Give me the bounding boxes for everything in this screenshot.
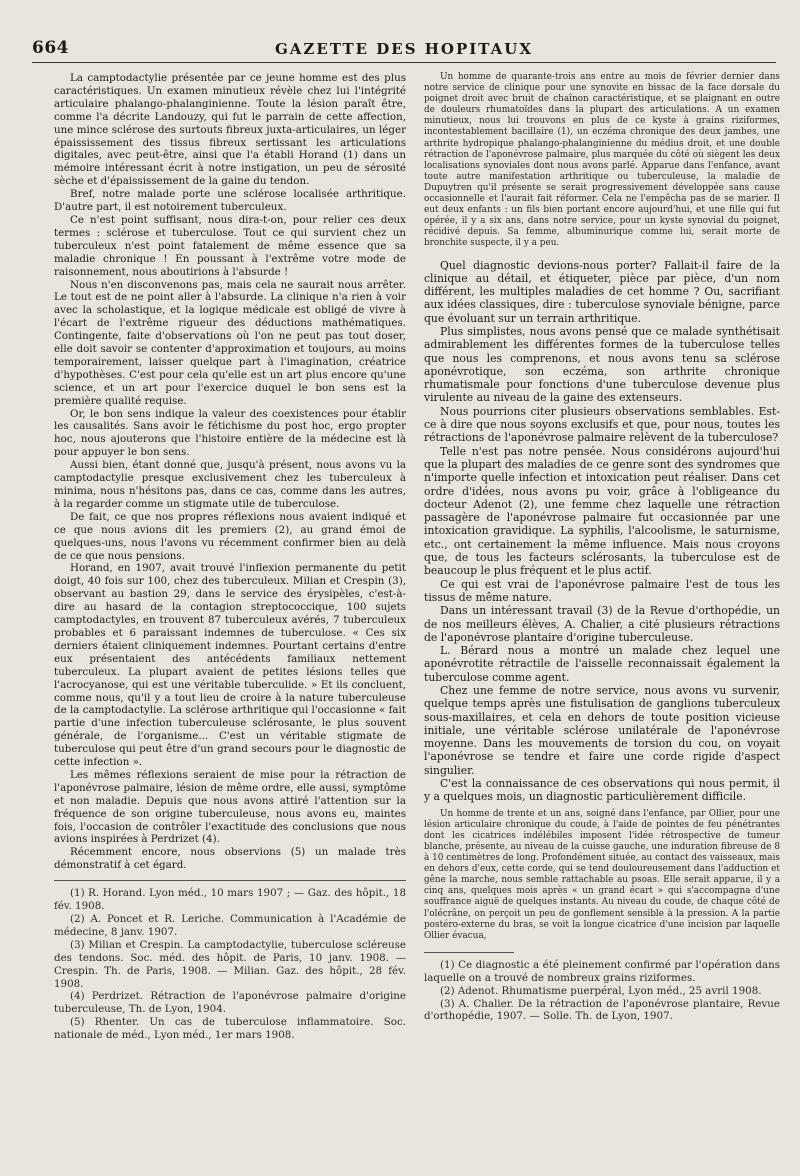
footnote: (1) R. Horand. Lyon méd., 10 mars 1907 ; — Gaz. des hôpit., 18 fév. 1908. [54,887,406,913]
footnote: (3) Milian et Crespin. La camptodactylie, tuberculose scléreuse des tendons. Soc. méd. des hôpit. de Paris, 10 janv. 1908. — Crespin. Th. de Paris, 1908. — Milian. Gaz. des hôpit., 28 fév. 1908. [54,938,406,990]
paragraph: Telle n'est pas notre pensée. Nous considérons aujourd'hui que la plupart des maladies de ce genre sont des syndromes que n'importe quelle infection et intoxication peut réaliser. Dans cet ordre d'idées, nous avons pu voir, grâce à l'obligeance du docteur Adenot (2), une femme chez laquelle une rétraction passagère de l'aponévrose palmaire fut occasionnée par une intoxication gravidique. La syphilis, l'alcoolisme, le saturnisme, etc., ont certainement la même influence. Mais nous croyons que, de tous les facteurs sclérosants, la tuberculose est de beaucoup le plus fréquent et le plus actif. [424,444,780,578]
footnote: (2) Adenot. Rhumatisme puerpéral, Lyon méd., 25 avril 1908. [440,984,762,997]
paragraph: Ce qui est vrai de l'aponévrose palmaire l'est de tous les tissus de même nature. [424,577,780,604]
footnote: (1) Ce diagnostic a été pleinement confirmé par l'opération dans laquelle on a trouvé de nombreux grains riziformes. [424,958,780,984]
page-number: 664 [32,38,69,58]
footnote: (2) A. Poncet et R. Leriche. Communication à l'Académie de médecine, 8 janv. 1907. [54,913,406,938]
paragraph: Bref, notre malade porte une sclérose localisée arthritique. D'autre part, il est notoirement tuberculeux. [54,188,406,214]
paragraph: Horand, en 1907, avait trouvé l'inflexion permanente du petit doigt, 40 fois sur 100, chez des tuberculeux. Milian et Crespin (3), observant au bastion 29, dans le service des érysipèles, c'est-à-dire au hasard de la contagion streptococcique, 100 sujets camptodactyles, en trouvent 87 tuberculeux avérés, 7 tuberculeux probables et 6 paraissant indemnes de tuberculose. « Ces six derniers étaient cliniquement indemnes. Pourtant certains d'entre eux présentaient des antécédents familiaux nettement tuberculeux. La plupart avaient de petites lésions telles que l'acrocyanose, qui est une véritable tuberculide. » Et ils concluent, comme nous, qu'il y a tout lieu de croire à la nature tuberculeuse de la camptodactylie. La sclérose arthritique qui l'occasionne « fait partie d'une infection tuberculeuse sclérosante, le plus souvent générale, de l'organisme... C'est un véritable stigmate de tuberculose qui peut être d'un grand secours pour le diagnostic de cette infection ». [54,562,406,769]
journal-title: GAZETTE DES HOPITAUX [274,40,533,58]
paragraph: Ce n'est point suffisant, nous dira-t-on, pour relier ces deux termes : sclérose et tuberculose. Tout ce qui survient chez un tuberculeux n'est point fatalement de même essence que sa maladie chronique ! En poussant à l'extrême votre mode de raisonnement, nous aboutirions à l'absurde ! [54,213,406,278]
paragraph: Or, le bon sens indique la valeur des coexistences pour établir les causalités. Sans avoir le fétichisme du post hoc, ergo propter hoc, nous ajouterons que l'histoire entière de la médecine est là pour appuyer le bon sens. [54,407,406,459]
paragraph: Aussi bien, étant donné que, jusqu'à présent, nous avons vu la camptodactylie presque exclusivement chez les tuberculeux à minima, nous n'hésitons pas, dans ce cas, comme dans les autres, à la regarder comme un stigmate utile de tuberculose. [54,459,406,510]
page-header [32,36,776,63]
paragraph: Récemment encore, nous observions (5) un malade très démonstratif à cet égard. [54,846,406,872]
paragraph: Les mêmes réflexions seraient de mise pour la rétraction de l'aponévrose palmaire, lésion de même ordre, elle aussi, symptôme et non maladie. Depuis que nous avons attiré l'attention sur la fréquence de son origine tuberculeuse, nous avons eu, maintes fois, l'occasion de contrôler l'exactitude des conclusions que nous avions inspirées à Perdrizet (4). [54,768,406,846]
paragraph: Dans un intéressant travail (3) de la Revue d'orthopédie, un de nos meilleurs élèves, A. Chalier, a cité plusieurs rétractions de l'aponévrose plantaire d'origine tuberculeuse. [424,604,780,644]
paragraph: C'est la connaissance de ces observations qui nous permit, il y a quelques mois, un diagnostic particulièrement difficile. [424,777,780,804]
paragraph: La camptodactylie présentée par ce jeune homme est des plus caractéristiques. Un examen minutieux révèle chez lui l'intégrité articulaire phalango-phalanginienne. Toute la lésion paraît être, comme l'a décrite Landouzy, qui fut le parrain de cette affection, une mince sclérose des surtouts fibreux juxta-articulaires, un léger épaississement des tissus fibreux sertissant les articulations digitales, avec peut-être, ainsi que l'a établi Horand (1) dans un mémoire intéressant écrit à notre instigation, un peu de sérosité sèche et d'épaississement de la gaine du tendon. [54,72,406,188]
footnote-divider [424,952,514,953]
left-column [54,72,406,1042]
footnote-divider [54,880,406,881]
footnote: (5) Rhenter. Un cas de tuberculose inflammatoire. Soc. nationale de méd., Lyon méd., 1er mars 1908. [54,1016,406,1042]
right-column [424,72,780,1023]
paragraph: Chez une femme de notre service, nous avons vu survenir, quelque temps après une fistulisation de ganglions tuberculeux sous-maxillaires, et cela en dehors de toute position vicieuse initiale, une véritable sclérose unilatérale de l'aponévrose moyenne. Dans les mouvements de torsion du cou, on voyait l'aponévrose se tendre et faire une corde rigide d'aspect singulier. [424,684,780,777]
footnote: (4) Perdrizet. Rétraction de l'aponévrose palmaire d'origine tuberculeuse, Th. de Lyon, 1904. [54,990,406,1016]
paragraph: Nous n'en disconvenons pas, mais cela ne saurait nous arrêter. Le tout est de ne point aller à l'absurde. La clinique n'a rien à voir avec la scholastique, et la logique médicale est obligé de vivre à l'écart de l'extrême rigueur des déductions mathématiques. Contingente, faite d'observations où l'on ne peut pas tout doser, elle doit savoir se contenter d'approximation et toujours, au moins temporairement, laisser quelque part à l'imagination, créatrice d'hypothèses. C'est pour cela qu'elle est un art plus encore qu'une science, et un art pour l'exercice duquel le bon sens est la première qualité requise. [54,278,406,407]
paragraph: L. Bérard nous a montré un malade chez lequel une aponévrotite rétractile de l'aisselle reconnaissait également la tuberculose comme agent. [424,644,780,684]
paragraph: Nous pourrions citer plusieurs observations semblables. Est-ce à dire que nous soyons exclusifs et que, pour nous, toutes les rétractions de l'aponévrose palmaire relèvent de la tuberculose? [424,404,780,445]
paragraph: Quel diagnostic devions-nous porter? Fallait-il faire de la clinique au détail, et étiqueter, pièce par pièce, d'un nom différent, les multiples maladies de cet homme ? Ou, sacrifiant aux idées classiques, dire : tuberculose synoviale bénigne, parce que évoluant sur un terrain arthritique. [424,258,780,325]
case-observation: Un homme de trente et un ans, soigné dans l'enfance, par Ollier, pour une lésion articulaire chronique du coude, à l'aide de pointes de feu pénétrantes dont les cicatrices indélébiles imposent l'idée rétrospective de tumeur blanche, présente, au niveau de la cuisse gauche, une induration fibreuse de 8 à 10 centimètres de long. Profondément située, au contact des vaisseaux, mais en dehors d'eux, cette corde, qui se tend douloureusement dans l'adduction et gêne la marche, nous semble rattachable au psoas. Elle serait apparue, il y a cinq ans, quelques mois après « un grand écart » qui s'accompagna d'une souffrance aiguë de quelques instants. Au niveau du coude, de chaque côté de l'olécrâne, on perçoit un peu de gonflement sensible à la pression. A la partie postéro-externe du bras, se voit la longue cicatrice d'une incision par laquelle Ollier évacua, [424,808,780,941]
footnote: (3) A. Chalier. De la rétraction de l'aponévrose plantaire, Revue d'orthopédie, 1907. — Solle. Th. de Lyon, 1907. [424,997,780,1023]
paragraph: De fait, ce que nos propres réflexions nous avaient indiqué et ce que nous avions dit les premiers (2), au grand émoi de quelques-uns, nous l'avons vu récemment confirmer bien au delà de ce que nous pensions. [54,510,406,562]
case-observation: Un homme de quarante-trois ans entre au mois de février dernier dans notre service de clinique pour une synovite en bissac de la face dorsale du poignet droit avec bruit de chaînon caractéristique, et se plaignant en outre de douleurs rhumatoïdes dans la plupart des articulations. A un examen minutieux, nous lui trouvons en plus de ce kyste à grains riziformes, incontestablement bacillaire (1), un eczéma chronique des deux jambes, une arthrite hydropique phalango-phalanginienne du médius droit, et une double rétraction de l'aponévrose palmaire, plus marquée du côté où siègent les deux localisations synoviales dont nous avons parlé. Apparue dans l'enfance, avant toute autre manifestation arthritique ou tuberculeuse, la maladie de Dupuytren qu'il présente se serait progressivement développée sans cause occasionnelle et l'aurait fait réformer. Cela ne l'empêcha pas de se marier. Il eut deux enfants : un fils bien portant encore aujourd'hui, et une fille qui fut opérée, il y a six ans, dans notre service, pour un kyste synovial du poignet, récidivé depuis. Sa femme, albuminurique comme lui, serait morte de bronchite suspecte, il y a peu. [424,72,780,249]
paragraph: Plus simplistes, nous avons pensé que ce malade synthétisait admirablement les différentes formes de la tuberculose telles que nous les comprenons, et nous avons tenu sa sclérose aponévrotique, son eczéma, son arthrite chronique rhumatismale pour fonctions d'une tuberculose devenue plus virulente au niveau de la gaine des extenseurs. [424,324,780,405]
